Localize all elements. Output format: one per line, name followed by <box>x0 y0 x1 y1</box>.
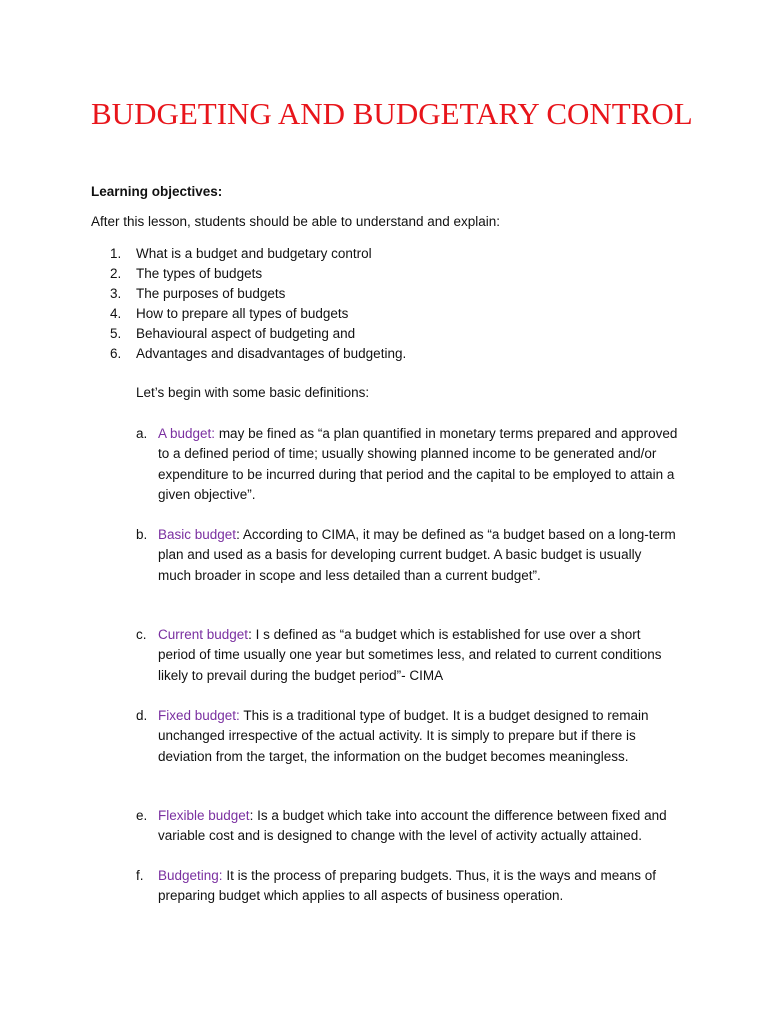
intro-paragraph: After this lesson, students should be able to understand and explain: <box>91 214 501 229</box>
objective-text: How to prepare all types of budgets <box>136 306 349 321</box>
objective-number: 1. <box>110 246 122 261</box>
objective-item <box>110 324 406 344</box>
objective-number: 6. <box>110 346 122 361</box>
document-title: BUDGETING AND BUDGETARY CONTROL <box>91 96 693 131</box>
objective-text: What is a budget and budgetary control <box>136 246 372 261</box>
objectives-list <box>110 244 406 364</box>
objective-item <box>110 344 406 364</box>
definition-text: : Is a budget which take into account the difference between fixed and variable cost and is designed to change with the level of activity actually attained. <box>158 808 667 844</box>
definition-marker: e. <box>136 808 148 823</box>
objective-number: 3. <box>110 286 122 301</box>
objective-item <box>110 304 406 324</box>
definition-body <box>158 525 678 586</box>
definition-text: may be fined as “a plan quantified in monetary terms prepared and approved to a defined period of time; usually showing planned income to be generated and/or expenditure to be incurred during that period and the capital to be employed to attain a given objective”. <box>158 426 678 502</box>
definition-text: This is a traditional type of budget. It is a budget designed to remain unchanged irrespective of the actual activity. It is simply to prepare but if there is deviation from the target, the information on the budget becomes meaningless. <box>158 708 649 764</box>
definition-term: Fixed budget: <box>158 708 240 723</box>
definition-marker: b. <box>136 527 148 542</box>
definition-marker: a. <box>136 426 148 441</box>
definition-term: Budgeting: <box>158 868 223 883</box>
objective-text: Behavioural aspect of budgeting and <box>136 326 356 341</box>
objective-item <box>110 244 406 264</box>
objective-number: 5. <box>110 326 122 341</box>
learning-objectives-heading: Learning objectives: <box>91 184 223 199</box>
definition-term: Current budget <box>158 627 249 642</box>
definitions-lead: Let’s begin with some basic definitions: <box>136 385 370 400</box>
definition-text: It is the process of preparing budgets. Thus, it is the ways and means of preparing budget which applies to all aspects of business operation. <box>158 868 657 904</box>
definition-text: : I s defined as “a budget which is established for use over a short period of time usually one year but sometimes less, and related to current conditions likely to prevail during the budget period”- CIMA <box>158 627 662 683</box>
objective-text: The purposes of budgets <box>136 286 286 301</box>
objective-number: 4. <box>110 306 122 321</box>
definition-term: A budget: <box>158 426 216 441</box>
definition-marker: d. <box>136 708 148 723</box>
definition-body <box>158 806 678 847</box>
objective-text: The types of budgets <box>136 266 263 281</box>
objective-text: Advantages and disadvantages of budgeting. <box>136 346 407 361</box>
definition-body <box>158 625 678 686</box>
definition-term: Basic budget <box>158 527 237 542</box>
definition-body <box>158 866 678 907</box>
definition-term: Flexible budget <box>158 808 250 823</box>
definition-body <box>158 424 678 505</box>
objective-item <box>110 264 406 284</box>
objective-item <box>110 284 406 304</box>
definition-text: : According to CIMA, it may be defined as “a budget based on a long-term plan and used as a basis for developing current budget. A basic budget is usually much broader in scope and less detailed than a current budget”. <box>158 527 676 583</box>
objective-number: 2. <box>110 266 122 281</box>
definition-marker: f. <box>136 868 144 883</box>
definition-marker: c. <box>136 627 147 642</box>
definition-body <box>158 706 678 767</box>
